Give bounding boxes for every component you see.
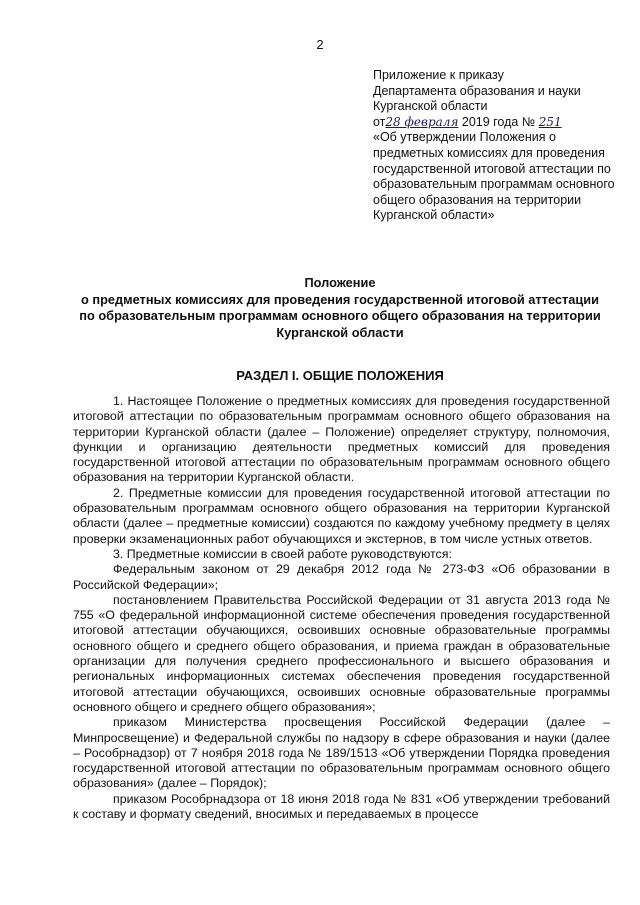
handwritten-number: 251: [538, 114, 562, 129]
title-line: о предметных комиссиях для проведения государственной итоговой аттестации: [80, 291, 600, 307]
appendix-date-line: [373, 115, 618, 131]
date-suffix: 2019 года №: [458, 114, 539, 129]
paragraph: приказом Министерства просвещения Российской Федерации (далее – Минпросвещение) и Федеральной службы по надзору в сфере образования и науки (далее – Рособрнадзор) от 7 ноября 2018 года № 189/1513 «Об утверждении Порядка проведения государственной итоговой аттестации по образовательным программам основного общего образования» (далее – Порядок);: [73, 715, 610, 791]
paragraph: 1. Настоящее Положение о предметных комиссиях для проведения государственной итоговой аттестации по образовательным программам основного общего образования на территории Курганской области (далее – Положение) определяет структуру, полномочия, функции и организацию деятельности предметных комиссий для проведения государственной итоговой аттестации по образовательным программам основного общего образования на территории Курганской области.: [73, 394, 610, 485]
handwritten-date: 28 февраля: [385, 114, 459, 129]
paragraph: 2. Предметные комиссии для проведения государственной итоговой аттестации по образовательным программам основного общего образования на территории Курганской области (далее – предметные комиссии) создаются по каждому учебному предмету в целях проверки экзаменационных работ обучающихся и экстернов, в том числе устных ответов.: [73, 485, 610, 546]
appendix-line: Курганской области: [373, 99, 488, 114]
title-line: по образовательным программам основного общего образования на территории: [79, 308, 601, 323]
document-title: [40, 275, 640, 341]
appendix-line: Приложение к приказу: [373, 68, 504, 82]
title-line: Положение: [304, 275, 376, 290]
page-number: 2: [316, 37, 324, 52]
paragraph: постановлением Правительства Российской Федерации от 31 августа 2013 года № 755 «О федеральной информационной системе обеспечения проведения государственной итоговой аттестации обучающихся, освоивших основные образовательные программы основного общего и среднего общего образования, и приема граждан в образовательные организации для получения среднего профессионального и высшего образования и региональных информационных системах обеспечения проведения государственной итоговой аттестации обучающихся, освоивших основные образовательные программы основного общего и среднего общего образования»;: [73, 592, 610, 714]
title-line: Курганской области: [276, 324, 404, 340]
appendix-block: [373, 68, 618, 224]
section-heading: РАЗДЕЛ I. ОБЩИЕ ПОЛОЖЕНИЯ: [236, 368, 444, 383]
paragraph: приказом Рособрнадзора от 18 июня 2018 года № 831 «Об утверждении требований к составу и формату сведений, вносимых и передаваемых в процессе: [73, 791, 610, 822]
document-body: [73, 394, 610, 822]
appendix-line: Департамента образования и науки: [373, 83, 581, 98]
appendix-subject: «Об утверждении Положения о предметных комиссиях для проведения государственной итоговой аттестации по образовательным программам основного общего образования на территории Курганской области»: [373, 130, 615, 223]
date-prefix: от: [373, 114, 386, 129]
paragraph: Федеральным законом от 29 декабря 2012 года № 273-ФЗ «Об образовании в Российской Федерации»;: [73, 562, 610, 592]
paragraph: 3. Предметные комиссии в своей работе руководствуются:: [113, 546, 452, 561]
